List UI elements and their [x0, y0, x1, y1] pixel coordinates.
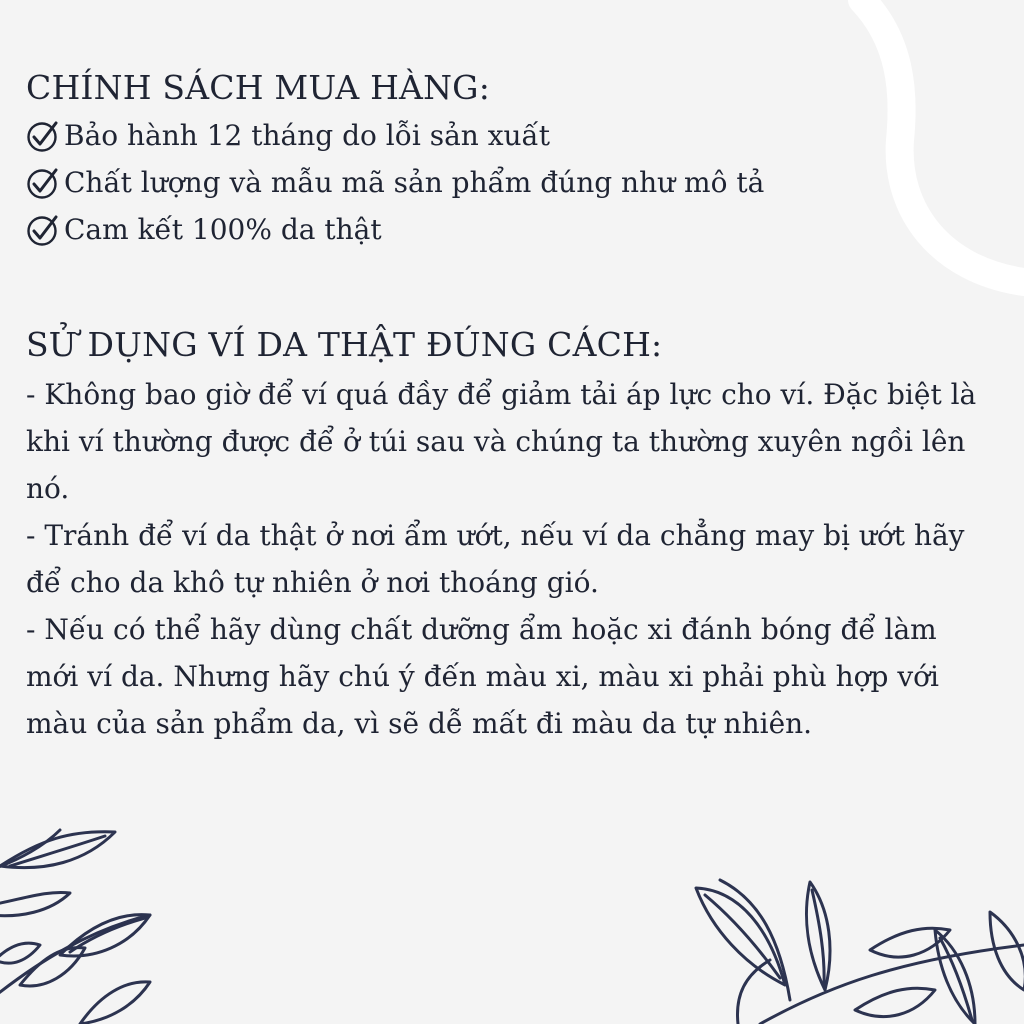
- care-item-avoid-moisture: - Tránh để ví da thật ở nơi ẩm ướt, nếu ví da chẳng may bị ướt hãy để cho da khô tự nhiên ở nơi thoáng gió.: [26, 519, 965, 599]
- care-heading: SỬ DỤNG VÍ DA THẬT ĐÚNG CÁCH:: [26, 325, 663, 364]
- content-area: [26, 64, 986, 747]
- policy-item-label: Bảo hành 12 tháng do lỗi sản xuất: [64, 119, 550, 152]
- care-item-conditioner: - Nếu có thể hãy dùng chất dưỡng ẩm hoặc xi đánh bóng để làm mới ví da. Nhưng hãy chú ý đến màu xi, màu xi phải phù hợp với màu của sản phẩm da, vì sẽ dễ mất đi màu da tự nhiên.: [26, 613, 939, 740]
- check-circle-icon: [26, 213, 60, 247]
- check-circle-icon: [26, 119, 60, 153]
- policy-heading: CHÍNH SÁCH MUA HÀNG:: [26, 68, 491, 107]
- care-item-not-overfill: - Không bao giờ để ví quá đầy để giảm tải áp lực cho ví. Đặc biệt là khi ví thường được để ở túi sau và chúng ta thường xuyên ngồi lên nó.: [26, 378, 977, 505]
- policy-item-label: Chất lượng và mẫu mã sản phẩm đúng như mô tả: [64, 166, 765, 199]
- policy-item-label: Cam kết 100% da thật: [64, 213, 382, 246]
- policy-item-genuine-leather: [26, 206, 986, 253]
- check-circle-icon: [26, 166, 60, 200]
- leaf-branch-right-icon: [696, 880, 1024, 1024]
- care-list: [26, 371, 986, 747]
- policy-item-warranty: [26, 112, 986, 159]
- leaf-branch-left-icon: [0, 830, 150, 1024]
- policy-item-quality: [26, 159, 986, 206]
- policy-list: [26, 112, 986, 253]
